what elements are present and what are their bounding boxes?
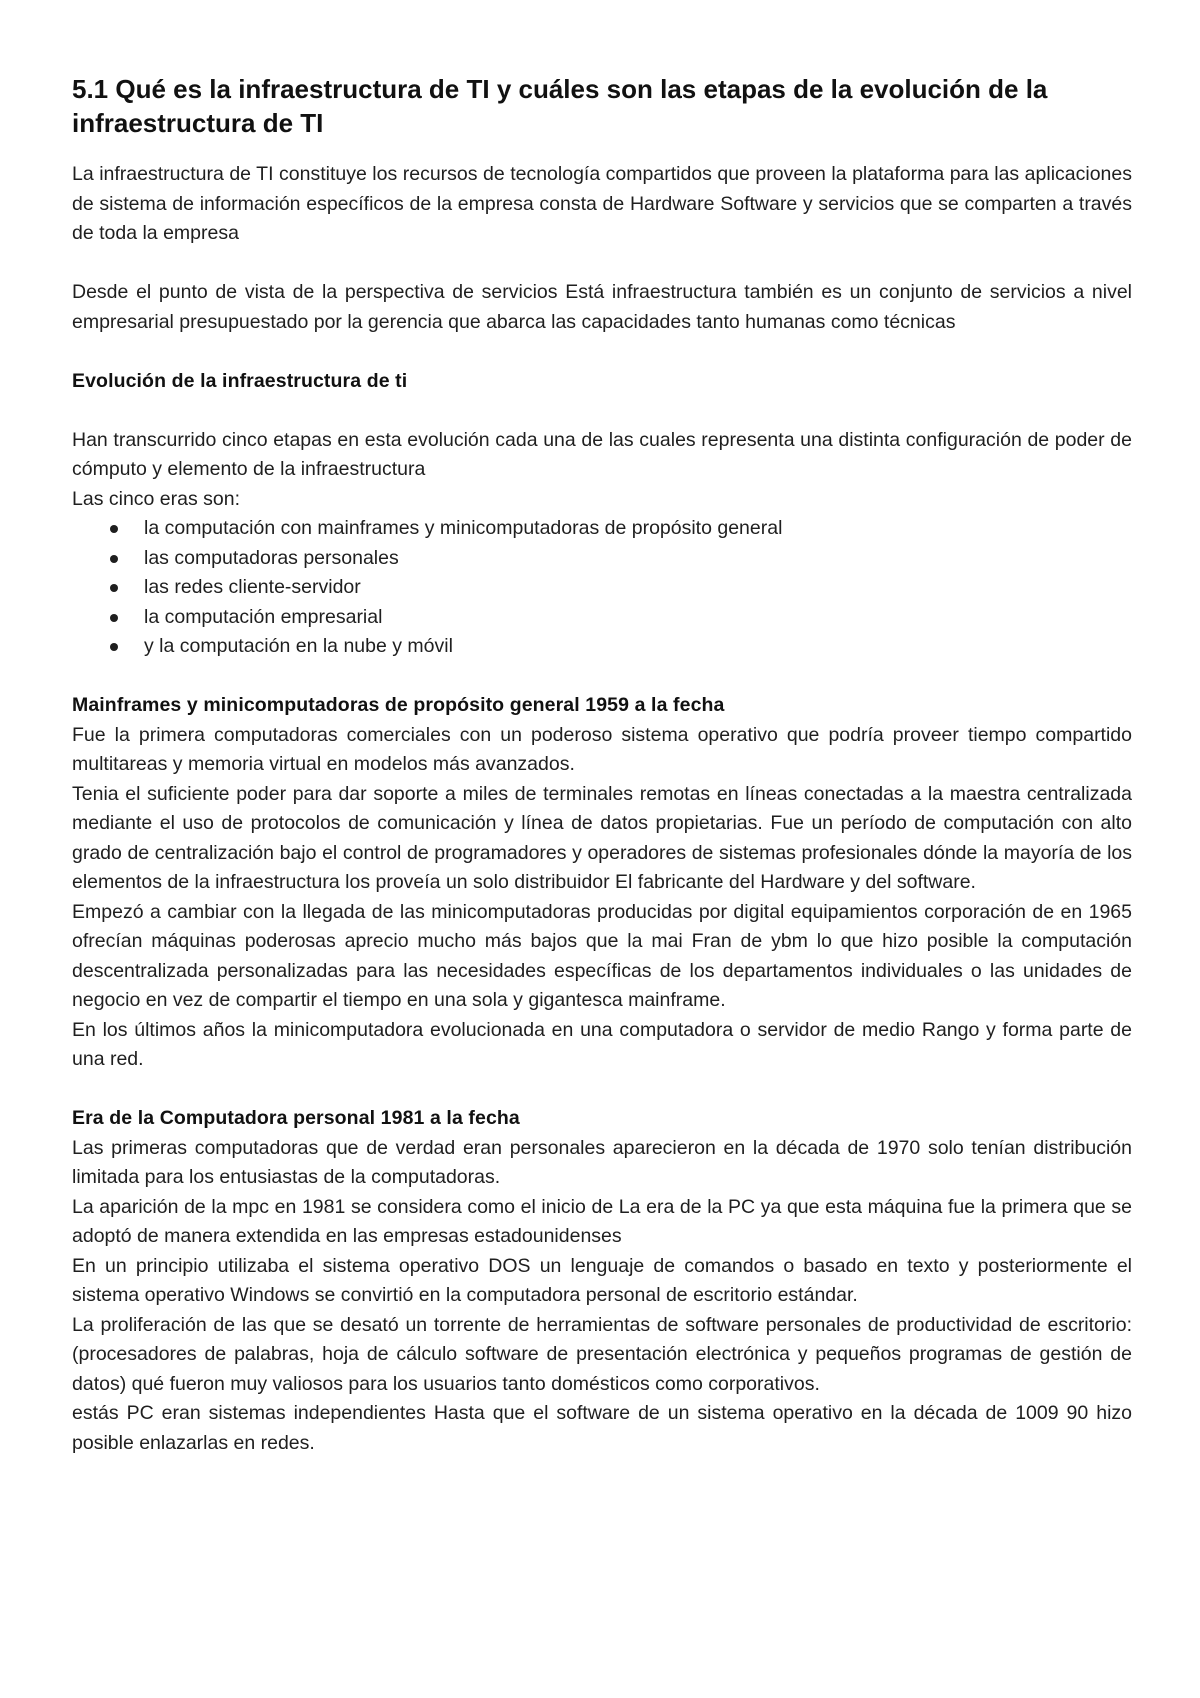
- mainframes-paragraph: Tenia el suficiente poder para dar soporte a miles de terminales remotas en líneas conectadas a la maestra centralizada mediante el uso de protocolos de comunicación y línea de datos propietarias. Fue un período de computación con alto grado de centralización bajo el control de programadores y operadores de sistemas profesionales dónde la mayoría de los elementos de la infraestructura los proveía un solo distribuidor El fabricante del Hardware y del software.: [72, 782, 1132, 893]
- document-title: 5.1 Qué es la infraestructura de TI y cuáles son las etapas de la evolución de la infraestructura de TI: [72, 74, 1048, 138]
- intro-paragraph: Desde el punto de vista de la perspectiva de servicios Está infraestructura también es un conjunto de servicios a nivel empresarial presupuestado por la gerencia que abarca las capacidades tanto humanas como técnicas: [72, 281, 1132, 333]
- spacer: [72, 662, 1132, 692]
- list-item-text: la computación con mainframes y minicomputadoras de propósito general: [144, 517, 783, 539]
- section-heading-mainframes: Mainframes y minicomputadoras de propósito general 1959 a la fecha: [72, 694, 725, 716]
- bullet-icon: [110, 643, 118, 651]
- spacer: [72, 396, 1132, 426]
- mainframes-paragraph: Fue la primera computadoras comerciales con un poderoso sistema operativo que podría proveer tiempo compartido multitareas y memoria virtual en modelos más avanzados.: [72, 723, 1132, 775]
- list-item-text: las computadoras personales: [144, 546, 399, 569]
- list-item: [72, 603, 1132, 633]
- eras-list-intro: Las cinco eras son:: [72, 487, 241, 510]
- bullet-icon: [110, 555, 118, 563]
- evolution-paragraph: Han transcurrido cinco etapas en esta evolución cada una de las cuales representa una distinta configuración de poder de cómputo y elemento de la infraestructura: [72, 428, 1132, 480]
- spacer: [72, 249, 1132, 279]
- list-item-text: las redes cliente-servidor: [144, 576, 361, 598]
- document-page: [72, 72, 1132, 1458]
- intro-paragraph: La infraestructura de TI constituye los recursos de tecnología compartidos que proveen la plataforma para las aplicaciones de sistema de información específicos de la empresa consta de Hardware Software y servicios que se comparten a través de toda la empresa: [72, 163, 1132, 244]
- bullet-icon: [110, 525, 118, 533]
- section-heading-pc-era: Era de la Computadora personal 1981 a la fecha: [72, 1107, 520, 1129]
- pc-era-paragraph: Las primeras computadoras que de verdad eran personales aparecieron en la década de 1970 solo tenían distribución limitada para los entusiastas de la computadoras.: [72, 1136, 1132, 1188]
- eras-list: [72, 514, 1132, 662]
- pc-era-paragraph: estás PC eran sistemas independientes Hasta que el software de un sistema operativo en la década de 1009 90 hizo posible enlazarlas en redes.: [72, 1402, 1132, 1454]
- pc-era-paragraph: La proliferación de las que se desató un torrente de herramientas de software personales de productividad de escritorio: (procesadores de palabras, hoja de cálculo software de presentación electrónica y pequeños programas de gestión de datos) qué fueron muy valiosos para los usuarios tanto domésticos como corporativos.: [72, 1313, 1132, 1395]
- list-item-text: la computación empresarial: [144, 605, 383, 628]
- spacer: [72, 337, 1132, 367]
- spacer: [72, 1075, 1132, 1105]
- list-item: [72, 544, 1132, 574]
- pc-era-paragraph: En un principio utilizaba el sistema operativo DOS un lenguaje de comandos o basado en texto y posteriormente el sistema operativo Windows se convirtió en la computadora personal de escritorio estándar.: [72, 1254, 1132, 1306]
- bullet-icon: [110, 584, 118, 592]
- bullet-icon: [110, 614, 118, 622]
- pc-era-paragraph: La aparición de la mpc en 1981 se considera como el inicio de La era de la PC ya que esta máquina fue la primera que se adoptó de manera extendida en las empresas estadounidenses: [72, 1195, 1132, 1247]
- mainframes-paragraph: Empezó a cambiar con la llegada de las minicomputadoras producidas por digital equipamientos corporación de en 1965 ofrecían máquinas poderosas aprecio mucho más bajos que la mai Fran de ybm lo que hizo posible la computación descentralizada personalizadas para las necesidades específicas de los departamentos individuales o las unidades de negocio en vez de compartir el tiempo en una sola y gigantesca mainframe.: [72, 900, 1132, 1011]
- list-item: [72, 514, 1132, 544]
- section-heading-evolution: Evolución de la infraestructura de ti: [72, 369, 408, 392]
- list-item: [72, 573, 1132, 603]
- mainframes-paragraph: En los últimos años la minicomputadora evolucionada en una computadora o servidor de medio Rango y forma parte de una red.: [72, 1018, 1132, 1070]
- list-item: [72, 632, 1132, 662]
- list-item-text: y la computación en la nube y móvil: [144, 635, 453, 657]
